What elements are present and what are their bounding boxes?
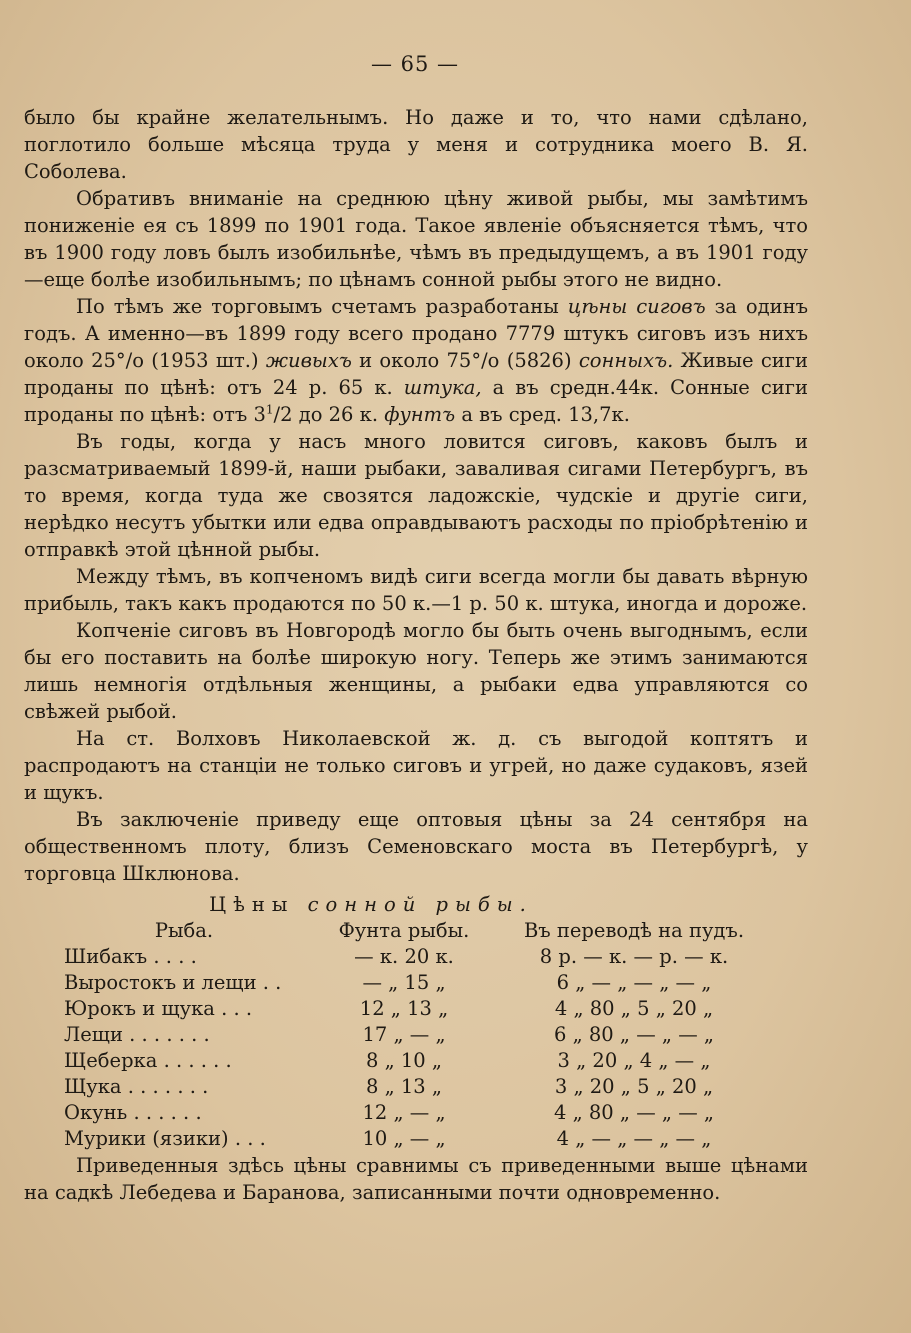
para3-text-g: Живые сиги проданы по цѣнѣ: отъ 24 р. 65 к. <box>24 349 808 399</box>
header-pound: Фунта рыбы. <box>338 919 470 942</box>
cell-fish: Щеберка . . . . . . <box>64 1049 232 1072</box>
cell-pood: 4 „ — „ — „ — „ <box>556 1127 712 1150</box>
cell-pound: — „ 15 „ <box>362 971 446 994</box>
cell-fish: Лещи . . . . . . . <box>64 1023 210 1046</box>
paragraph-8: Въ заключеніе приведу еще оптовыя цѣны за 24 сентября на общественномъ плоту, близъ Семеновскаго моста въ Петербургѣ, у торговца Шклюнова. <box>24 808 808 885</box>
cell-pound: 10 „ — „ <box>362 1127 446 1150</box>
cell-fish: Выростокъ и лещи . . <box>64 971 282 994</box>
paragraph-5: Между тѣмъ, въ копченомъ видѣ сиги всегда могли бы давать вѣрную прибыль, такъ какъ продаются по 50 к.—1 р. 50 к. штука, иногда и дороже. <box>24 565 808 615</box>
paragraph-4: Въ годы, когда у насъ много ловится сиговъ, каковъ былъ и разсматриваемый 1899-й, наши рыбаки, заваливая сигами Петербургъ, въ то время, когда туда же свозятся ладожскіе, чудскіе и другіе сиги, нерѣдко несутъ убытки или едва оправдываютъ расходы по пріобрѣтенію и отправкѣ этой цѣнной рыбы. <box>24 430 808 561</box>
table-title-italic: сонной рыбы. <box>307 893 533 916</box>
table-header-row <box>64 918 764 944</box>
cell-pood: 4 „ 80 „ 5 „ 20 „ <box>554 997 714 1020</box>
cell-pound: 8 „ 10 „ <box>365 1049 443 1072</box>
page-body <box>24 104 808 1206</box>
para3-italic-piece: штука, <box>403 376 482 399</box>
cell-fish: Юрокъ и щука . . . <box>64 997 253 1020</box>
para3-text-i: а въ средн.44к. Сонные сиги проданы по цѣнѣ: отъ 3 <box>24 376 808 426</box>
paragraph-3 <box>24 293 808 428</box>
table-row <box>64 1022 764 1048</box>
para3-text-c: за одинъ годъ. А именно—въ 1899 году всего продано 7779 штукъ сиговъ изъ нихъ около 25°/о (1953 шт.) <box>24 295 808 372</box>
cell-fish: Шибакъ . . . . <box>64 945 197 968</box>
table-title-plain: Цѣны <box>209 893 308 916</box>
cell-pound: 8 „ 13 „ <box>365 1075 443 1098</box>
para3-text-j: /2 до 26 к. <box>273 403 385 426</box>
paragraph-2: Обративъ вниманіе на среднюю цѣну живой рыбы, мы замѣтимъ пониженіе ея съ 1899 по 1901 года. Такое явленіе объясняется тѣмъ, что въ 1900 году ловъ былъ изобильнѣе, чѣмъ въ предыдущемъ, а въ 1901 году—еще болѣе изобильнымъ; по цѣнамъ сонной рыбы этого не видно. <box>24 187 808 291</box>
cell-pood: 6 „ 80 „ — „ — „ <box>553 1023 715 1046</box>
cell-pood: 3 „ 20 „ 5 „ 20 „ <box>554 1075 714 1098</box>
table-row <box>64 1048 764 1074</box>
paragraph-6: Копченіе сиговъ въ Новгородѣ могло бы быть очень выгоднымъ, если бы его поставить на болѣе широкую ногу. Теперь же этимъ занимаются лишь немногія отдѣльныя женщины, а рыбаки едва управляются со свѣжей рыбой. <box>24 619 808 723</box>
table-title <box>24 891 808 918</box>
paragraph-7: На ст. Волховъ Николаевской ж. д. съ выгодой коптятъ и распродаютъ на станціи не только сиговъ и угрей, но даже судаковъ, язей и щукъ. <box>24 727 808 804</box>
para3-italic-sleepy: сонныхъ. <box>578 349 674 372</box>
cell-fish: Окунь . . . . . . <box>64 1101 202 1124</box>
cell-pood: 3 „ 20 „ 4 „ — „ <box>557 1049 711 1072</box>
price-table <box>64 918 764 1152</box>
cell-fish: Щука . . . . . . . <box>64 1075 209 1098</box>
table-row <box>64 970 764 996</box>
para3-text-l: а въ сред. 13,7к. <box>455 403 630 426</box>
cell-pound: — к. 20 к. <box>354 945 454 968</box>
para3-text-e: и около 75°/о (5826) <box>351 349 579 372</box>
paragraph-1: было бы крайне желательнымъ. Но даже и то, что нами сдѣлано, поглотило больше мѣсяца труда у меня и сотрудника моего В. Я. Соболева. <box>24 106 808 183</box>
header-pood: Въ переводѣ на пудъ. <box>523 919 745 942</box>
table-row <box>64 1074 764 1100</box>
cell-pound: 12 „ — „ <box>362 1101 446 1124</box>
para3-italic-prices: цѣны сиговъ <box>567 295 706 318</box>
table-row <box>64 1100 764 1126</box>
table-row <box>64 944 764 970</box>
header-fish: Рыба. <box>154 919 214 942</box>
cell-pound: 12 „ 13 „ <box>359 997 449 1020</box>
para3-italic-live: живыхъ <box>265 349 352 372</box>
table-row <box>64 996 764 1022</box>
page-number: — 65 — <box>370 52 460 76</box>
cell-pood: 8 р. — к. — р. — к. <box>539 945 729 968</box>
cell-fish: Мурики (язики) . . . <box>64 1127 266 1150</box>
cell-pood: 4 „ 80 „ — „ — „ <box>553 1101 715 1124</box>
closing-paragraph: Приведенныя здѣсь цѣны сравнимы съ приведенными выше цѣнами на садкѣ Лебедева и Баранова, записанными почти одновременно. <box>24 1154 808 1204</box>
para3-superscript: 1 <box>265 402 274 417</box>
para3-text-a: По тѣмъ же торговымъ счетамъ разработаны <box>76 295 568 318</box>
table-row <box>64 1126 764 1152</box>
cell-pound: 17 „ — „ <box>362 1023 446 1046</box>
para3-italic-pound: фунтъ <box>384 403 456 426</box>
cell-pood: 6 „ — „ — „ — „ <box>556 971 712 994</box>
